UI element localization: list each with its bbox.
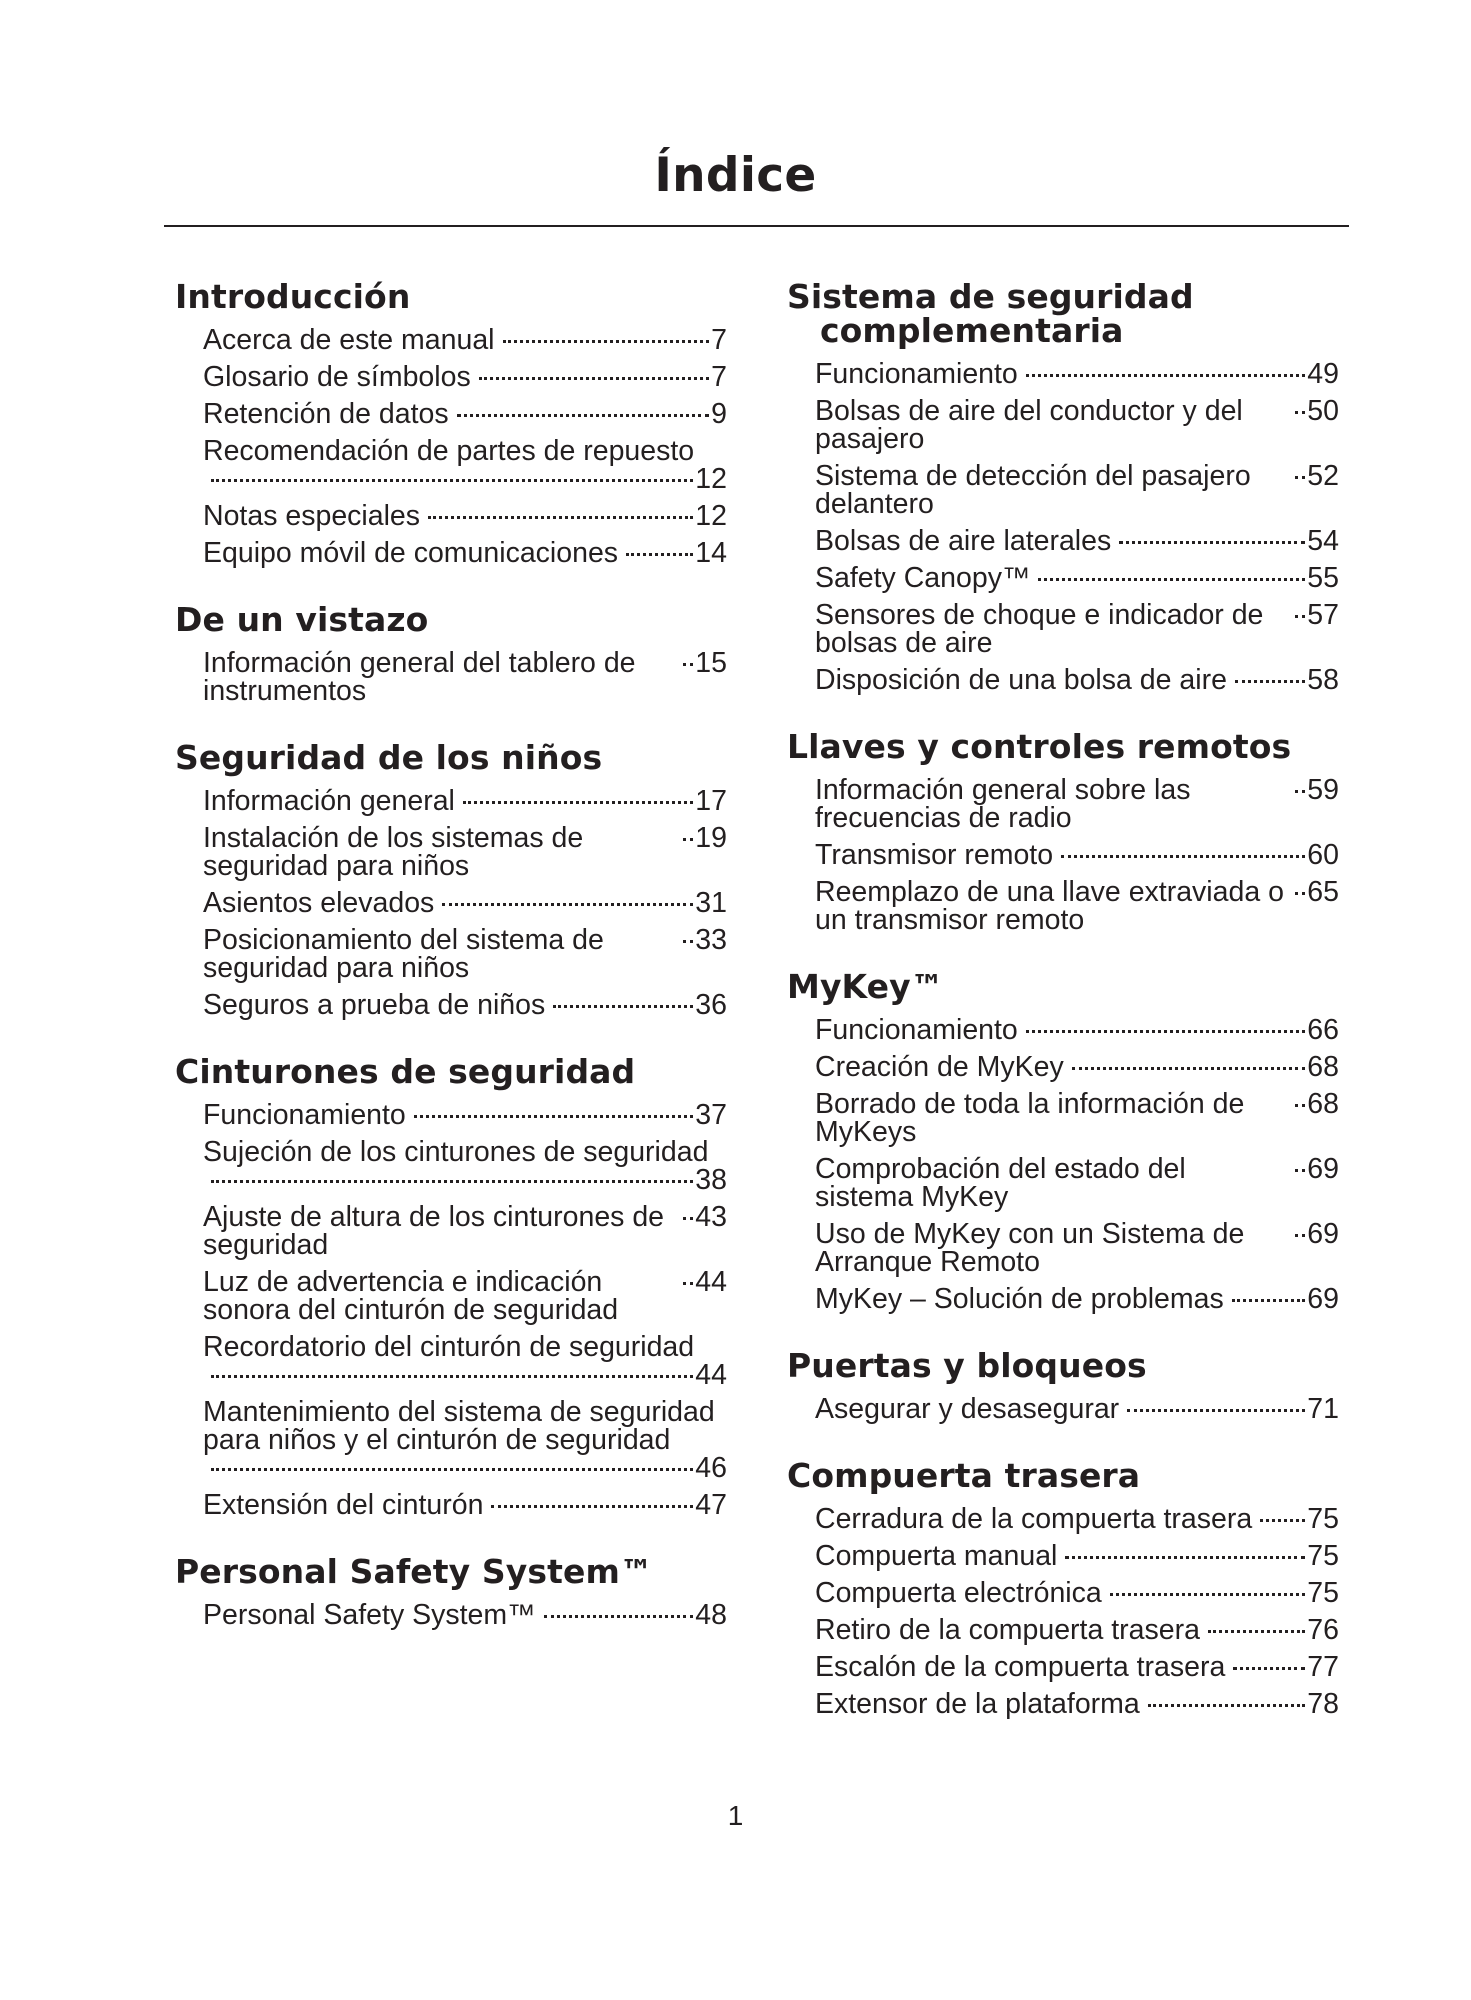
entry-page: 60 — [1307, 839, 1339, 871]
dot-leader — [683, 1217, 693, 1220]
entry-page: 77 — [1307, 1651, 1339, 1683]
page-title: Índice — [654, 148, 817, 203]
entry-page: 7 — [711, 361, 727, 393]
dot-leader — [457, 414, 710, 417]
section-heading: Introducción — [175, 277, 411, 316]
toc-column-left — [175, 277, 727, 1665]
dot-leader — [683, 940, 693, 943]
entry-title: Notas especiales — [203, 500, 421, 532]
entry-page: 52 — [1307, 460, 1339, 492]
entry-title: Bolsas de aire del conductor y del pasajero — [815, 395, 1243, 455]
entry-title: Transmisor remoto — [815, 839, 1054, 871]
toc-section-puertas-y-bloqueos — [787, 1346, 1339, 1425]
entry-title: Funcionamiento — [203, 1099, 406, 1131]
entry-title: Glosario de símbolos — [203, 361, 471, 393]
page-number: 1 — [727, 1800, 744, 1831]
entry-page: 48 — [695, 1599, 727, 1631]
dot-leader — [1065, 1556, 1305, 1559]
entry-page: 75 — [1307, 1503, 1339, 1535]
section-heading: Seguridad de los niños — [175, 738, 603, 777]
entry-title: Extensión del cinturón — [203, 1489, 484, 1521]
entry-page: 12 — [695, 463, 727, 495]
entry-title: Luz de advertencia e indicación sonora del cinturón de seguridad — [203, 1266, 619, 1326]
entry-title: Recordatorio del cinturón de seguridad — [203, 1331, 695, 1363]
dot-leader — [544, 1615, 694, 1618]
entry-page: 14 — [695, 537, 727, 569]
dot-leader — [626, 553, 693, 556]
toc-entry[interactable] — [787, 1579, 1339, 1607]
entry-page: 33 — [695, 924, 727, 956]
dot-leader — [1295, 1169, 1305, 1172]
entry-page: 75 — [1307, 1577, 1339, 1609]
entry-title: Seguros a prueba de niños — [203, 989, 546, 1021]
entry-page: 37 — [695, 1099, 727, 1131]
entry-page: 69 — [1307, 1283, 1339, 1315]
entry-page: 54 — [1307, 525, 1339, 557]
toc-entry[interactable] — [787, 776, 1339, 832]
toc-column-right — [787, 277, 1339, 1754]
entry-title: Compuerta manual — [815, 1540, 1058, 1572]
toc-entry[interactable] — [175, 326, 727, 354]
dot-leader — [463, 801, 693, 804]
dot-leader — [1232, 1299, 1306, 1302]
entry-page: 78 — [1307, 1688, 1339, 1720]
toc-section-seguridad-de-los-ninos — [175, 738, 727, 1021]
dot-leader — [553, 1005, 693, 1008]
entry-page: 68 — [1307, 1088, 1339, 1120]
toc-entry[interactable] — [787, 564, 1339, 592]
toc-entry[interactable] — [175, 502, 727, 530]
entry-title: Instalación de los sistemas de seguridad para niños — [203, 822, 584, 882]
dot-leader — [1295, 790, 1305, 793]
toc-entry[interactable] — [787, 601, 1339, 657]
entry-title: Reemplazo de una llave extraviada o un transmisor remoto — [815, 876, 1284, 936]
toc-entry[interactable] — [787, 1616, 1339, 1644]
toc-section-introduccion — [175, 277, 727, 569]
entry-title: Información general del tablero de instrumentos — [203, 647, 636, 707]
entry-page: 50 — [1307, 395, 1339, 427]
toc-section-de-un-vistazo — [175, 600, 727, 707]
entry-title: Uso de MyKey con un Sistema de Arranque Remoto — [815, 1218, 1245, 1278]
dot-leader — [1127, 1409, 1305, 1412]
toc-section-compuerta-trasera — [787, 1456, 1339, 1720]
toc-entry[interactable] — [787, 1220, 1339, 1276]
entry-title: Información general — [203, 785, 455, 817]
toc-entry[interactable] — [175, 1138, 727, 1194]
entry-title: Acerca de este manual — [203, 324, 495, 356]
section-heading: MyKey™ — [787, 967, 944, 1006]
dot-leader — [683, 1282, 693, 1285]
toc-entry[interactable] — [787, 1505, 1339, 1533]
toc-entry[interactable] — [175, 1101, 727, 1129]
dot-leader — [1038, 578, 1305, 581]
entry-title: Funcionamiento — [815, 1014, 1018, 1046]
toc-entry[interactable] — [787, 1653, 1339, 1681]
dot-leader — [1295, 1234, 1305, 1237]
entry-title: Retención de datos — [203, 398, 449, 430]
entry-title: Creación de MyKey — [815, 1051, 1064, 1083]
entry-page: 19 — [695, 822, 727, 854]
entry-page: 44 — [695, 1359, 727, 1391]
dot-leader — [1233, 1667, 1305, 1670]
toc-entry[interactable] — [175, 1203, 727, 1259]
section-heading: De un vistazo — [175, 600, 429, 639]
entry-title: MyKey – Solución de problemas — [815, 1283, 1224, 1315]
toc-entry[interactable] — [787, 1016, 1339, 1044]
toc-entry[interactable] — [787, 397, 1339, 453]
entry-title: Safety Canopy™ — [815, 562, 1031, 594]
entry-title: Ajuste de altura de los cinturones de seguridad — [203, 1201, 665, 1261]
entry-title: Extensor de la plataforma — [815, 1688, 1140, 1720]
entry-title: Funcionamiento — [815, 358, 1018, 390]
entry-page: 66 — [1307, 1014, 1339, 1046]
toc-entry[interactable] — [787, 1395, 1339, 1423]
entry-page: 15 — [695, 647, 727, 679]
dot-leader — [428, 516, 693, 519]
toc-entry[interactable] — [175, 1268, 727, 1324]
entry-title: Comprobación del estado del sistema MyKey — [815, 1153, 1186, 1213]
toc-section-sistema-de-seguridad-complementaria — [787, 277, 1339, 696]
entry-page: 58 — [1307, 664, 1339, 696]
title-divider — [164, 225, 1349, 227]
entry-title: Bolsas de aire laterales — [815, 525, 1112, 557]
dot-leader — [211, 479, 693, 482]
entry-page: 69 — [1307, 1218, 1339, 1250]
toc-entry[interactable] — [175, 889, 727, 917]
entry-page: 12 — [695, 500, 727, 532]
dot-leader — [1295, 615, 1305, 618]
toc-entry[interactable] — [175, 539, 727, 567]
toc-entry[interactable] — [175, 926, 727, 982]
toc-entry[interactable] — [175, 991, 727, 1019]
entry-page: 43 — [695, 1201, 727, 1233]
dot-leader — [211, 1180, 693, 1183]
dot-leader — [1072, 1067, 1306, 1070]
entry-title: Asientos elevados — [203, 887, 435, 919]
section-heading: Sistema de seguridad complementaria — [787, 277, 1194, 350]
section-heading: Llaves y controles remotos — [787, 727, 1292, 766]
toc-entry[interactable] — [175, 787, 727, 815]
dot-leader — [442, 903, 693, 906]
toc-entry[interactable] — [175, 1398, 727, 1482]
dot-leader — [1110, 1593, 1306, 1596]
toc-entry[interactable] — [175, 437, 727, 493]
entry-title: Asegurar y desasegurar — [815, 1393, 1120, 1425]
dot-leader — [1026, 1030, 1306, 1033]
toc-entry[interactable] — [175, 1333, 727, 1389]
dot-leader — [1119, 541, 1305, 544]
dot-leader — [1026, 374, 1306, 377]
dot-leader — [1061, 855, 1305, 858]
toc-entry[interactable] — [787, 1285, 1339, 1313]
toc-section-personal-safety-system — [175, 1552, 727, 1631]
entry-page: 9 — [711, 398, 727, 430]
entry-title: Personal Safety System™ — [203, 1599, 536, 1631]
dot-leader — [479, 377, 709, 380]
dot-leader — [683, 663, 693, 666]
entry-page: 68 — [1307, 1051, 1339, 1083]
dot-leader — [1295, 1104, 1305, 1107]
toc-entry[interactable] — [175, 363, 727, 391]
entry-title: Sensores de choque e indicador de bolsas de aire — [815, 599, 1264, 659]
toc-entry[interactable] — [175, 1601, 727, 1629]
toc-entry[interactable] — [787, 1090, 1339, 1146]
entry-page: 44 — [695, 1266, 727, 1298]
entry-title: Disposición de una bolsa de aire — [815, 664, 1227, 696]
dot-leader — [1295, 892, 1305, 895]
entry-page: 49 — [1307, 358, 1339, 390]
section-heading: Personal Safety System™ — [175, 1552, 654, 1591]
entry-page: 47 — [695, 1489, 727, 1521]
toc-section-cinturones-de-seguridad — [175, 1052, 727, 1521]
entry-title: Sujeción de los cinturones de seguridad — [203, 1136, 709, 1168]
toc-entry[interactable] — [787, 527, 1339, 555]
entry-page: 57 — [1307, 599, 1339, 631]
dot-leader — [1260, 1519, 1305, 1522]
toc-entry[interactable] — [175, 824, 727, 880]
entry-title: Escalón de la compuerta trasera — [815, 1651, 1226, 1683]
toc-entry[interactable] — [787, 1155, 1339, 1211]
toc-entry[interactable] — [787, 462, 1339, 518]
toc-entry[interactable] — [787, 360, 1339, 388]
entry-title: Posicionamiento del sistema de seguridad para niños — [203, 924, 604, 984]
entry-page: 31 — [695, 887, 727, 919]
dot-leader — [1235, 680, 1305, 683]
dot-leader — [414, 1115, 694, 1118]
entry-title: Sistema de detección del pasajero delantero — [815, 460, 1251, 520]
toc-entry[interactable] — [787, 878, 1339, 934]
entry-page: 75 — [1307, 1540, 1339, 1572]
toc-entry[interactable] — [175, 400, 727, 428]
dot-leader — [1295, 411, 1305, 414]
toc-entry[interactable] — [787, 841, 1339, 869]
entry-page: 59 — [1307, 774, 1339, 806]
dot-leader — [1295, 476, 1305, 479]
dot-leader — [211, 1468, 693, 1471]
dot-leader — [211, 1375, 693, 1378]
entry-page: 65 — [1307, 876, 1339, 908]
toc-entry[interactable] — [787, 666, 1339, 694]
dot-leader — [683, 838, 693, 841]
entry-title: Compuerta electrónica — [815, 1577, 1102, 1609]
section-heading: Cinturones de seguridad — [175, 1052, 636, 1091]
entry-title: Recomendación de partes de repuesto — [203, 435, 695, 467]
toc-section-llaves-y-controles-remotos — [787, 727, 1339, 936]
toc-entry[interactable] — [175, 649, 727, 705]
toc-entry[interactable] — [787, 1542, 1339, 1570]
toc-entry[interactable] — [175, 1491, 727, 1519]
entry-page: 76 — [1307, 1614, 1339, 1646]
section-heading: Compuerta trasera — [787, 1456, 1141, 1495]
entry-page: 46 — [695, 1452, 727, 1484]
entry-title: Retiro de la compuerta trasera — [815, 1614, 1200, 1646]
toc-entry[interactable] — [787, 1690, 1339, 1718]
entry-title: Información general sobre las frecuencias de radio — [815, 774, 1191, 834]
entry-title: Equipo móvil de comunicaciones — [203, 537, 619, 569]
entry-page: 55 — [1307, 562, 1339, 594]
entry-title: Mantenimiento del sistema de seguridad para niños y el cinturón de seguridad — [203, 1396, 715, 1456]
dot-leader — [1208, 1630, 1305, 1633]
entry-title: Borrado de toda la información de MyKeys — [815, 1088, 1245, 1148]
section-heading: Puertas y bloqueos — [787, 1346, 1147, 1385]
toc-section-mykey — [787, 967, 1339, 1315]
dot-leader — [503, 340, 710, 343]
entry-page: 17 — [695, 785, 727, 817]
dot-leader — [1148, 1704, 1306, 1707]
entry-page: 71 — [1307, 1393, 1339, 1425]
entry-page: 7 — [711, 324, 727, 356]
entry-page: 69 — [1307, 1153, 1339, 1185]
toc-entry[interactable] — [787, 1053, 1339, 1081]
dot-leader — [491, 1505, 693, 1508]
entry-page: 38 — [695, 1164, 727, 1196]
entry-page: 36 — [695, 989, 727, 1021]
entry-title: Cerradura de la compuerta trasera — [815, 1503, 1253, 1535]
